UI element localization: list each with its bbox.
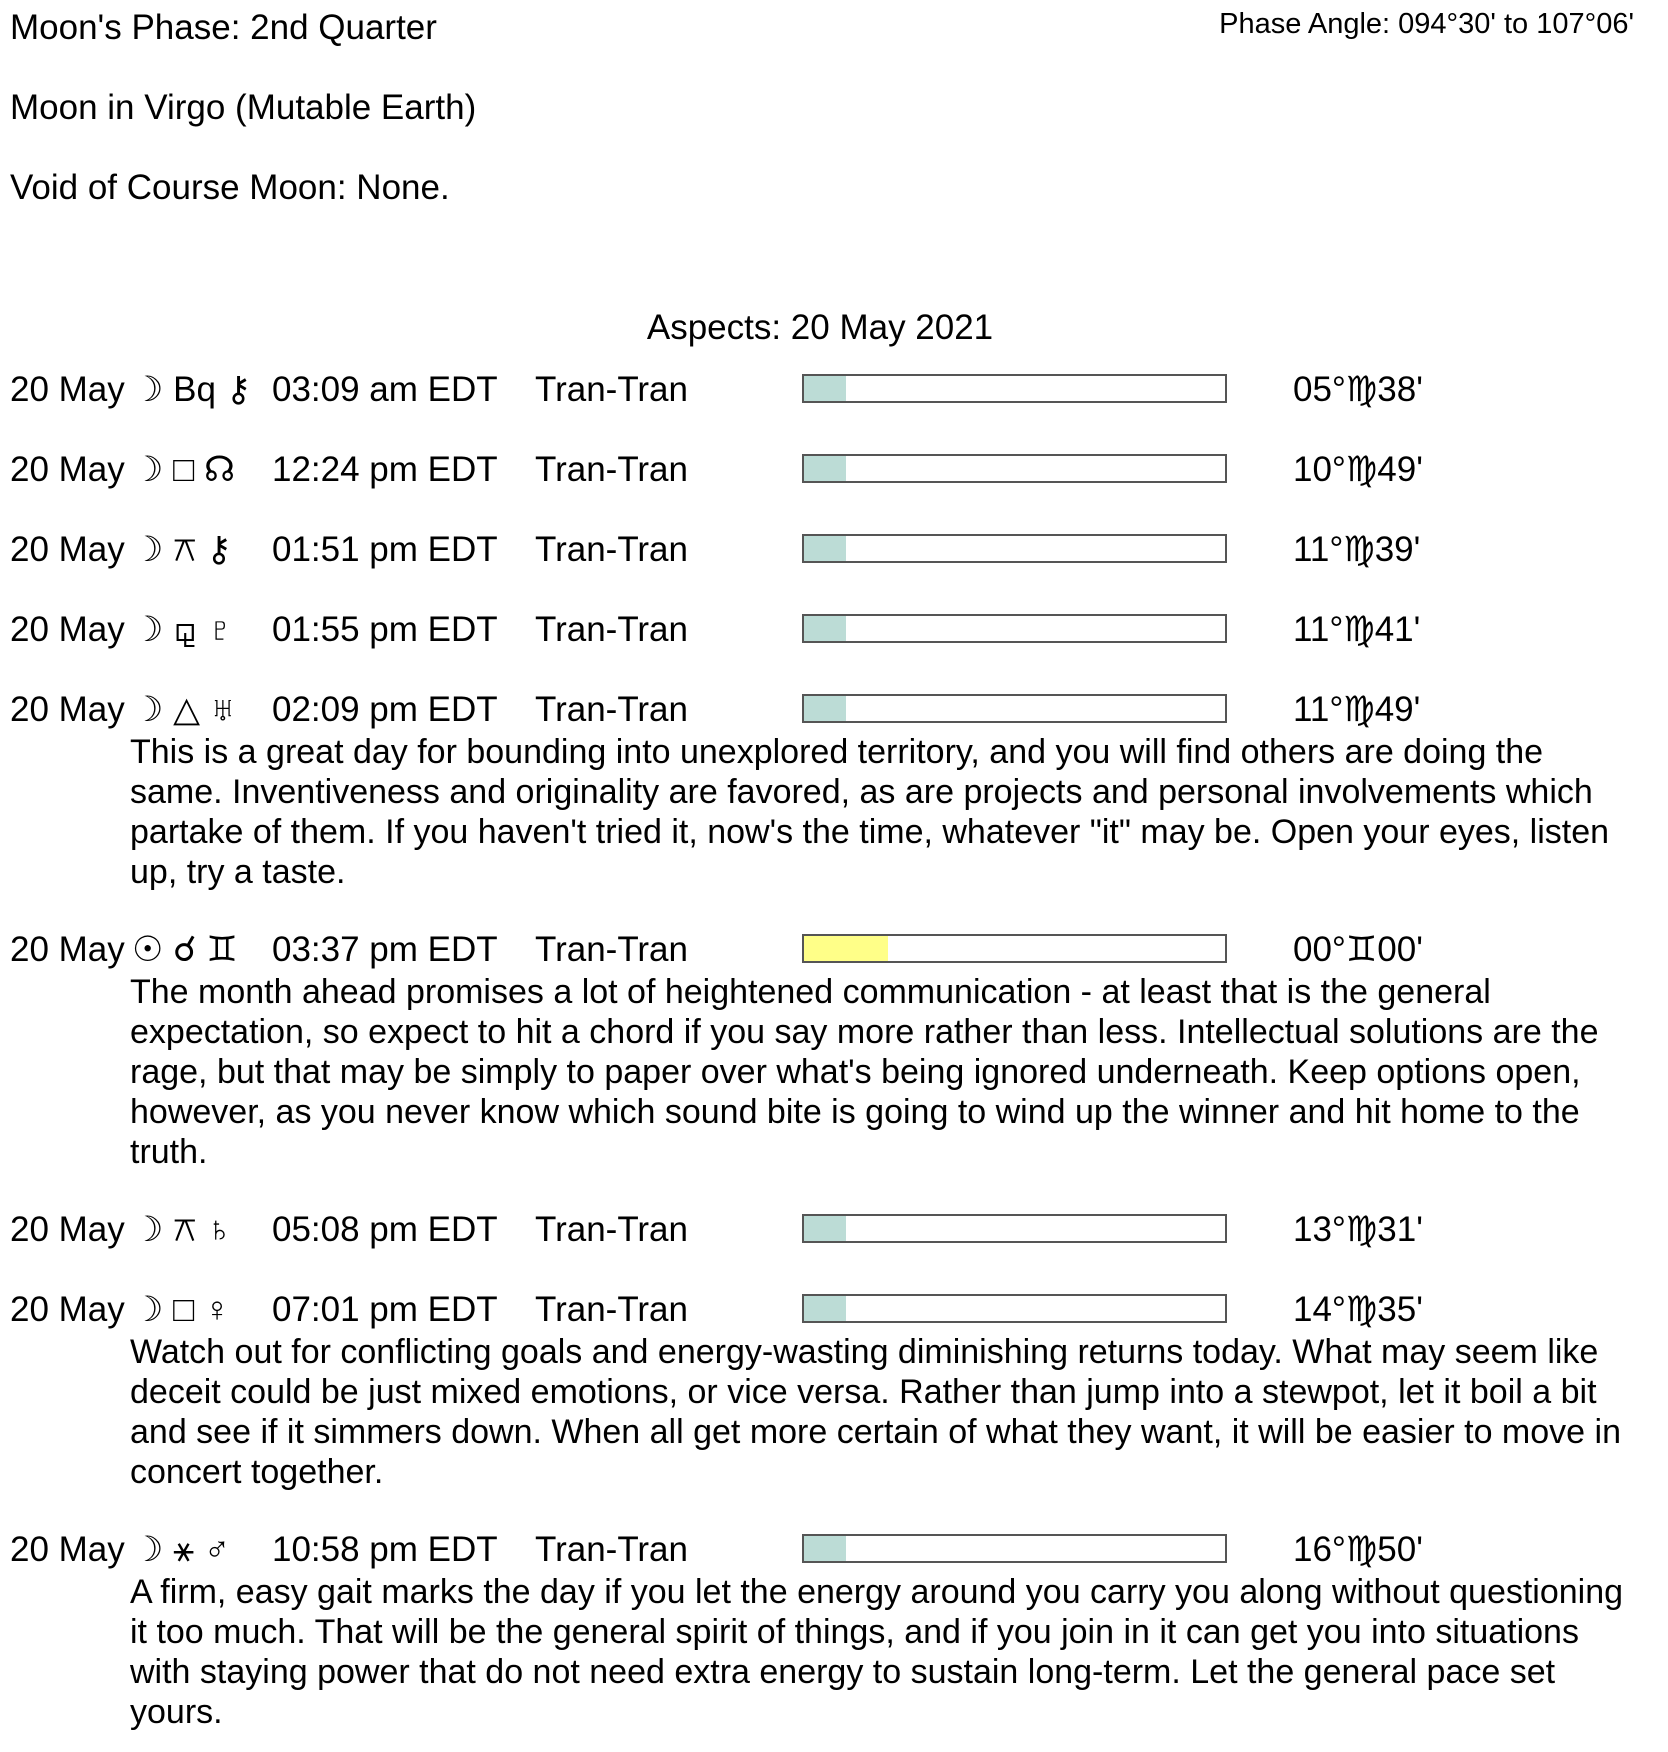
strength-bar — [802, 1534, 1227, 1563]
aspect-position: 11°♍39' — [1293, 530, 1421, 569]
strength-bar-fill — [804, 696, 846, 721]
strength-bar — [802, 454, 1227, 483]
aspect-type: Tran-Tran — [535, 530, 688, 569]
aspect-date: 20 May — [10, 1530, 125, 1569]
strength-bar — [802, 374, 1227, 403]
strength-bar-fill — [804, 376, 846, 401]
aspect-time: 01:55 pm EDT — [272, 610, 498, 649]
aspect-glyphs: ☽ Bq ⚷ — [132, 370, 252, 409]
aspect-position: 10°♍49' — [1293, 450, 1423, 489]
aspect-row — [10, 928, 1650, 972]
aspect-type: Tran-Tran — [535, 610, 688, 649]
strength-bar-fill — [804, 456, 846, 481]
aspect-glyphs: ☽ □ ☊ — [132, 450, 236, 489]
strength-bar — [802, 934, 1227, 963]
aspect-date: 20 May — [10, 530, 125, 569]
aspect-time: 05:08 pm EDT — [272, 1210, 498, 1249]
aspect-row — [10, 1528, 1650, 1572]
aspect-date: 20 May — [10, 450, 125, 489]
void-of-course: Void of Course Moon: None. — [10, 168, 450, 207]
aspect-description: Watch out for conflicting goals and energy-wasting diminishing returns today. What may seem like deceit could be just mixed emotions, or vice versa. Rather than jump into a stewpot, let it boil a bit and see if it simmers down. When all get more certain of what they want, it will be easier to move in concert together. — [130, 1333, 1621, 1491]
strength-bar-fill — [804, 1296, 846, 1321]
aspect-date: 20 May — [10, 370, 125, 409]
strength-bar-fill — [804, 936, 888, 961]
aspect-position: 11°♍49' — [1293, 690, 1421, 729]
aspect-glyphs: ☽ △ ♅ — [132, 690, 236, 729]
aspect-time: 12:24 pm EDT — [272, 450, 498, 489]
aspect-description: The month ahead promises a lot of heightened communication - at least that is the general expectation, so expect to hit a chord if you say more rather than less. Intellectual solutions are the rage, but that may be simply to paper over what's being ignored underneath. Keep options open, however, as you never know which sound bite is going to wind up the winner and hit home to the truth. — [130, 973, 1599, 1171]
moon-sign: Moon in Virgo (Mutable Earth) — [10, 88, 477, 127]
aspect-time: 02:09 pm EDT — [272, 690, 498, 729]
moon-phase: Moon's Phase: 2nd Quarter — [10, 8, 437, 47]
strength-bar — [802, 614, 1227, 643]
aspect-time: 03:37 pm EDT — [272, 930, 498, 969]
aspect-time: 10:58 pm EDT — [272, 1530, 498, 1569]
aspect-type: Tran-Tran — [535, 450, 688, 489]
strength-bar-fill — [804, 1216, 846, 1241]
aspect-glyphs: ☉ ☌ ♊ — [132, 930, 238, 969]
strength-bar-fill — [804, 536, 846, 561]
aspect-row — [10, 1208, 1650, 1252]
aspect-type: Tran-Tran — [535, 1210, 688, 1249]
strength-bar — [802, 534, 1227, 563]
aspect-date: 20 May — [10, 610, 125, 649]
aspect-date: 20 May — [10, 690, 125, 729]
aspect-position: 05°♍38' — [1293, 370, 1423, 409]
aspect-row — [10, 528, 1650, 572]
aspect-row — [10, 368, 1650, 412]
aspect-glyphs: ☽ ⚻ ⚷ — [132, 530, 232, 569]
aspect-glyphs: ☽ ⚹ ♂ — [132, 1530, 231, 1569]
strength-bar — [802, 1214, 1227, 1243]
aspect-row — [10, 448, 1650, 492]
aspect-date: 20 May — [10, 930, 125, 969]
aspect-date: 20 May — [10, 1290, 125, 1329]
aspect-time: 07:01 pm EDT — [272, 1290, 498, 1329]
aspect-position: 11°♍41' — [1293, 610, 1421, 649]
aspect-time: 01:51 pm EDT — [272, 530, 498, 569]
aspect-type: Tran-Tran — [535, 1290, 688, 1329]
aspect-row — [10, 688, 1650, 732]
aspect-row — [10, 1288, 1650, 1332]
aspect-type: Tran-Tran — [535, 1530, 688, 1569]
strength-bar-fill — [804, 616, 846, 641]
aspect-description: A firm, easy gait marks the day if you let the energy around you carry you along without questioning it too much. That will be the general spirit of things, and if you join in it can get you into situations with staying power that do not need extra energy to sustain long-term. Let the general pace set yours. — [130, 1573, 1624, 1731]
strength-bar — [802, 1294, 1227, 1323]
aspect-glyphs: ☽ ⚻ ♄ — [132, 1210, 233, 1249]
aspect-position: 16°♍50' — [1293, 1530, 1423, 1569]
aspect-position: 13°♍31' — [1293, 1210, 1423, 1249]
phase-angle: Phase Angle: 094°30' to 107°06' — [1219, 8, 1634, 40]
aspect-type: Tran-Tran — [535, 370, 688, 409]
aspect-row — [10, 608, 1650, 652]
aspect-glyphs: ☽ ⚼ ♇ — [132, 610, 234, 649]
aspects-title: Aspects: 20 May 2021 — [646, 308, 994, 347]
aspect-time: 03:09 am EDT — [272, 370, 498, 409]
aspect-type: Tran-Tran — [535, 690, 688, 729]
strength-bar-fill — [804, 1536, 846, 1561]
aspect-date: 20 May — [10, 1210, 125, 1249]
aspect-type: Tran-Tran — [535, 930, 688, 969]
aspect-position: 14°♍35' — [1293, 1290, 1423, 1329]
strength-bar — [802, 694, 1227, 723]
aspect-description: This is a great day for bounding into unexplored territory, and you will find others are doing the same. Inventiveness and originality are favored, as are projects and personal involvements which partake of them. If you haven't tried it, now's the time, whatever "it" may be. Open your eyes, listen up, try a taste. — [130, 733, 1610, 891]
aspect-position: 00°♊00' — [1293, 930, 1423, 969]
aspect-glyphs: ☽ □ ♀ — [132, 1290, 231, 1329]
